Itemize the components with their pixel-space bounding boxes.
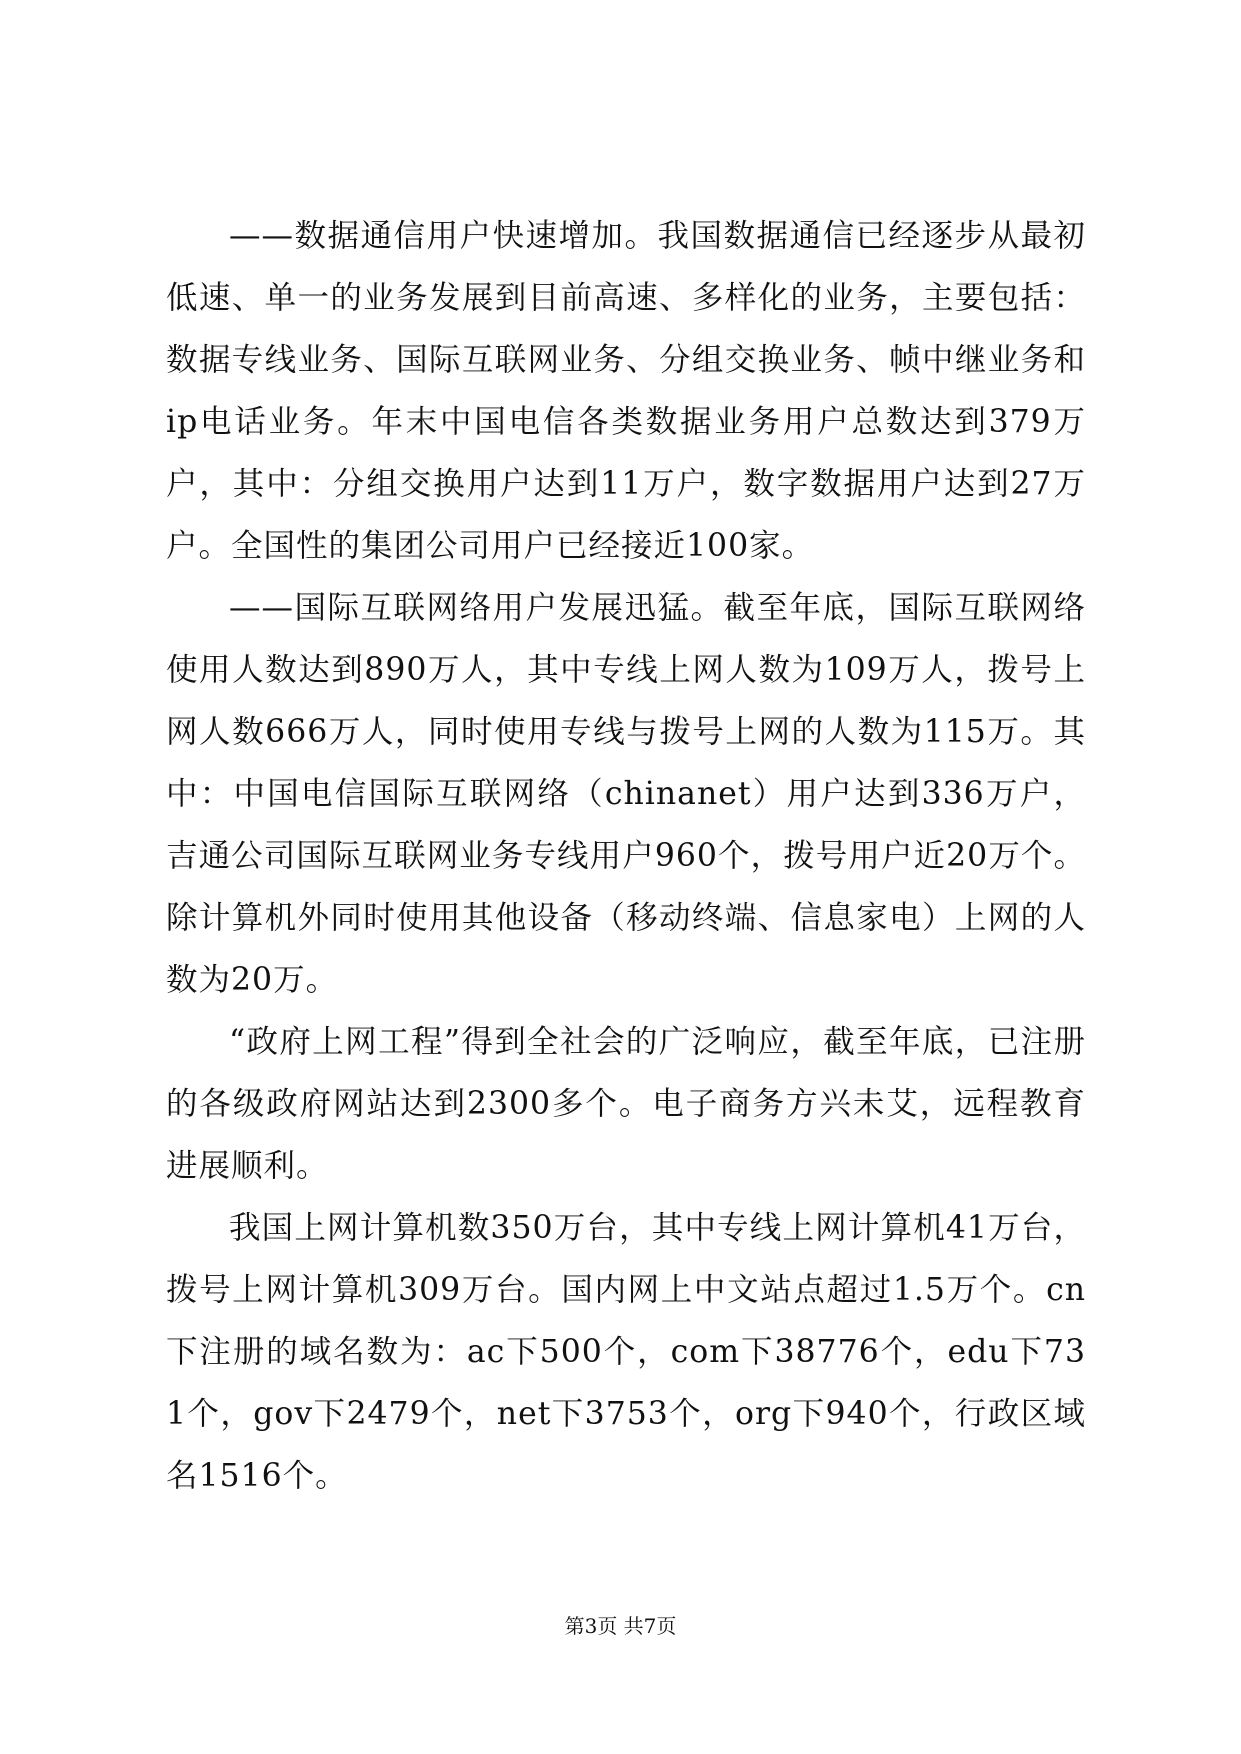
paragraph-data-communication: ——数据通信用户快速增加。我国数据通信已经逐步从最初低速、单一的业务发展到目前高速、多样化的业务，主要包括：数据专线业务、国际互联网业务、分组交换业务、帧中继业务和ip电话业务。年末中国电信各类数据业务用户总数达到379万户，其中：分组交换用户达到11万户，数字数据用户达到27万户。全国性的集团公司用户已经接近100家。 — [166, 218, 1086, 564]
page-number: 第3页 共7页 — [564, 1614, 677, 1638]
paragraph-internet-users: ——国际互联网络用户发展迅猛。截至年底，国际互联网络使用人数达到890万人，其中专线上网人数为109万人，拨号上网人数666万人，同时使用专线与拨号上网的人数为115万。其中：中国电信国际互联网络（chinanet）用户达到336万户，吉通公司国际互联网业务专线用户960个，拨号用户近20万个。除计算机外同时使用其他设备（移动终端、信息家电）上网的人数为20万。 — [166, 590, 1086, 998]
page-footer — [0, 1614, 1241, 1638]
paragraph-computers-domains: 我国上网计算机数350万台，其中专线上网计算机41万台，拨号上网计算机309万台。国内网上中文站点超过1.5万个。cn下注册的域名数为：ac下500个，com下38776个，edu下731个，gov下2479个，net下3753个，org下940个，行政区域名1516个。 — [166, 1210, 1086, 1494]
document-body — [166, 205, 1086, 1507]
paragraph-government-online: “政府上网工程”得到全社会的广泛响应，截至年底，已注册的各级政府网站达到2300多个。电子商务方兴未艾，远程教育进展顺利。 — [166, 1024, 1086, 1184]
